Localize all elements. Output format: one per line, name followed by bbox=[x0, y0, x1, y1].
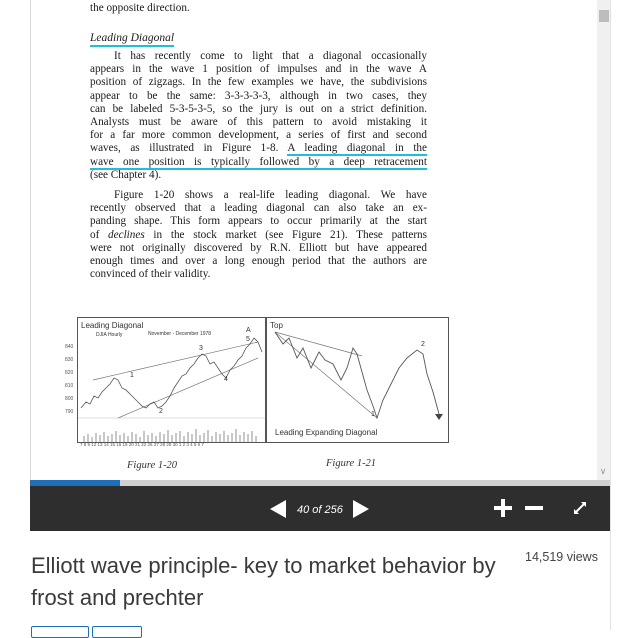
p2-fragment: of bbox=[90, 228, 100, 241]
expand-icon[interactable] bbox=[572, 500, 588, 516]
document-title: Elliott wave principle- key to market behavior by frost and prechter bbox=[31, 553, 496, 610]
page-counter: 40 of 256 bbox=[297, 504, 343, 516]
p2-line: recently observed that a leading diagonal can also take an ex- bbox=[90, 202, 427, 215]
p2-line: Figure 1-20 shows a real-life leading diagonal. We have bbox=[114, 189, 427, 201]
paragraph-1 bbox=[90, 50, 427, 182]
next-triangle-icon[interactable] bbox=[353, 500, 369, 518]
upper-trendline bbox=[93, 342, 258, 380]
figure-1-21-caption: Figure 1-21 bbox=[326, 458, 377, 469]
y-tick: 810 bbox=[65, 383, 74, 389]
wave-label-4: 4 bbox=[224, 376, 228, 383]
figure-1-20-date-range: November - December 1978 bbox=[148, 331, 212, 337]
section-title: Leading Diagonal bbox=[90, 31, 174, 47]
arrow-head bbox=[435, 414, 443, 420]
highlighted-text: wave one position is typically followed by a deep retracement bbox=[90, 155, 427, 168]
figure-1-20-x-axis: 7 8 9 12 13 14 15 16 19 20 21 22 26 27 28 29 30 1 2 3 4 5 6 7 bbox=[80, 442, 204, 447]
page-scrollbar[interactable] bbox=[597, 0, 610, 480]
figure-1-20-title: Leading Diagonal bbox=[81, 321, 144, 330]
action-button[interactable] bbox=[31, 626, 89, 638]
plus-icon[interactable] bbox=[494, 499, 512, 517]
paragraph-2 bbox=[90, 189, 427, 281]
figure-1-21-chart bbox=[267, 318, 448, 442]
p2-italic: declines bbox=[108, 228, 145, 241]
p1-line: appear to be the same: 3-3-3-3-3, although in two cases, they bbox=[90, 89, 427, 102]
figure-1-21 bbox=[266, 317, 449, 443]
page-divider bbox=[610, 0, 611, 630]
scroll-down-arrow-icon[interactable]: ∨ bbox=[599, 467, 607, 477]
volume-bars bbox=[84, 429, 256, 442]
figure-1-20-chart bbox=[78, 318, 265, 442]
wave-path bbox=[275, 332, 439, 418]
prev-triangle-icon[interactable] bbox=[270, 500, 286, 518]
p2-fragment: in the stock market (see Figure 21). These patterns bbox=[153, 228, 428, 241]
p2-line: enough times and over a long enough period that the authors are bbox=[90, 255, 427, 268]
figure-1-20-y-axis bbox=[65, 341, 77, 419]
p1-fragment: waves, as illustrated in Figure 1-8. bbox=[90, 142, 279, 155]
minus-icon[interactable] bbox=[525, 506, 543, 510]
lower-trendline bbox=[118, 358, 258, 418]
p1-line: (see Chapter 4). bbox=[90, 168, 162, 181]
highlighted-text: A leading diagonal in the bbox=[287, 142, 427, 155]
p2-line: convinced of their validity. bbox=[90, 268, 211, 281]
scrollbar-thumb[interactable] bbox=[599, 10, 609, 22]
figure-1-20 bbox=[77, 317, 266, 443]
wave-label-1: 1 bbox=[130, 372, 134, 379]
action-button[interactable] bbox=[92, 626, 142, 638]
p1-line-mixed bbox=[90, 142, 427, 155]
wave-label-2: 2 bbox=[421, 341, 425, 348]
p1-line: position of zigzags. In the few examples we have, the subdivisions bbox=[90, 76, 427, 89]
figure-1-20-subtitle: DJIA Hourly bbox=[96, 332, 123, 338]
price-path bbox=[81, 338, 262, 408]
wave-label-3: 3 bbox=[199, 345, 203, 352]
view-count: 14,519 views bbox=[525, 550, 598, 564]
wave-label-1: 1 bbox=[371, 411, 375, 418]
y-tick: 820 bbox=[65, 370, 74, 376]
wave-label-5: 5 bbox=[246, 336, 250, 343]
p1-line-highlight bbox=[90, 156, 427, 169]
figure-1-21-label: Leading Expanding Diagonal bbox=[275, 428, 378, 437]
p1-line: for a far more common development, a series of first and second bbox=[90, 129, 427, 142]
p1-line: Analysts must be aware of this pattern to avoid mistaking it bbox=[90, 116, 427, 129]
p1-line: appears in the wave 1 position of impulses and in the wave A bbox=[90, 63, 427, 76]
p2-line: were not originally discovered by R.N. Elliott but have appeared bbox=[90, 241, 427, 254]
figure-1-21-top-label: Top bbox=[270, 321, 283, 330]
figure-1-20-caption: Figure 1-20 bbox=[127, 460, 178, 471]
y-tick: 830 bbox=[65, 357, 74, 363]
top-line: the opposite direction. bbox=[90, 2, 190, 14]
y-tick: 800 bbox=[65, 396, 74, 402]
wave-label-a: A bbox=[246, 327, 251, 334]
p2-line-mixed bbox=[90, 229, 427, 242]
wave-label-2: 2 bbox=[159, 408, 163, 415]
y-tick: 840 bbox=[65, 344, 74, 350]
lower-boundary bbox=[275, 332, 377, 418]
p1-line: It has recently come to light that a diagonal occasionally bbox=[114, 50, 427, 62]
p1-line: can be labeled 5-3-5-3-5, so the jury is out on a strict definition. bbox=[90, 102, 427, 115]
y-tick: 790 bbox=[65, 409, 74, 415]
p2-line: panding shape. This form appears to occur primarily at the start bbox=[90, 215, 427, 228]
